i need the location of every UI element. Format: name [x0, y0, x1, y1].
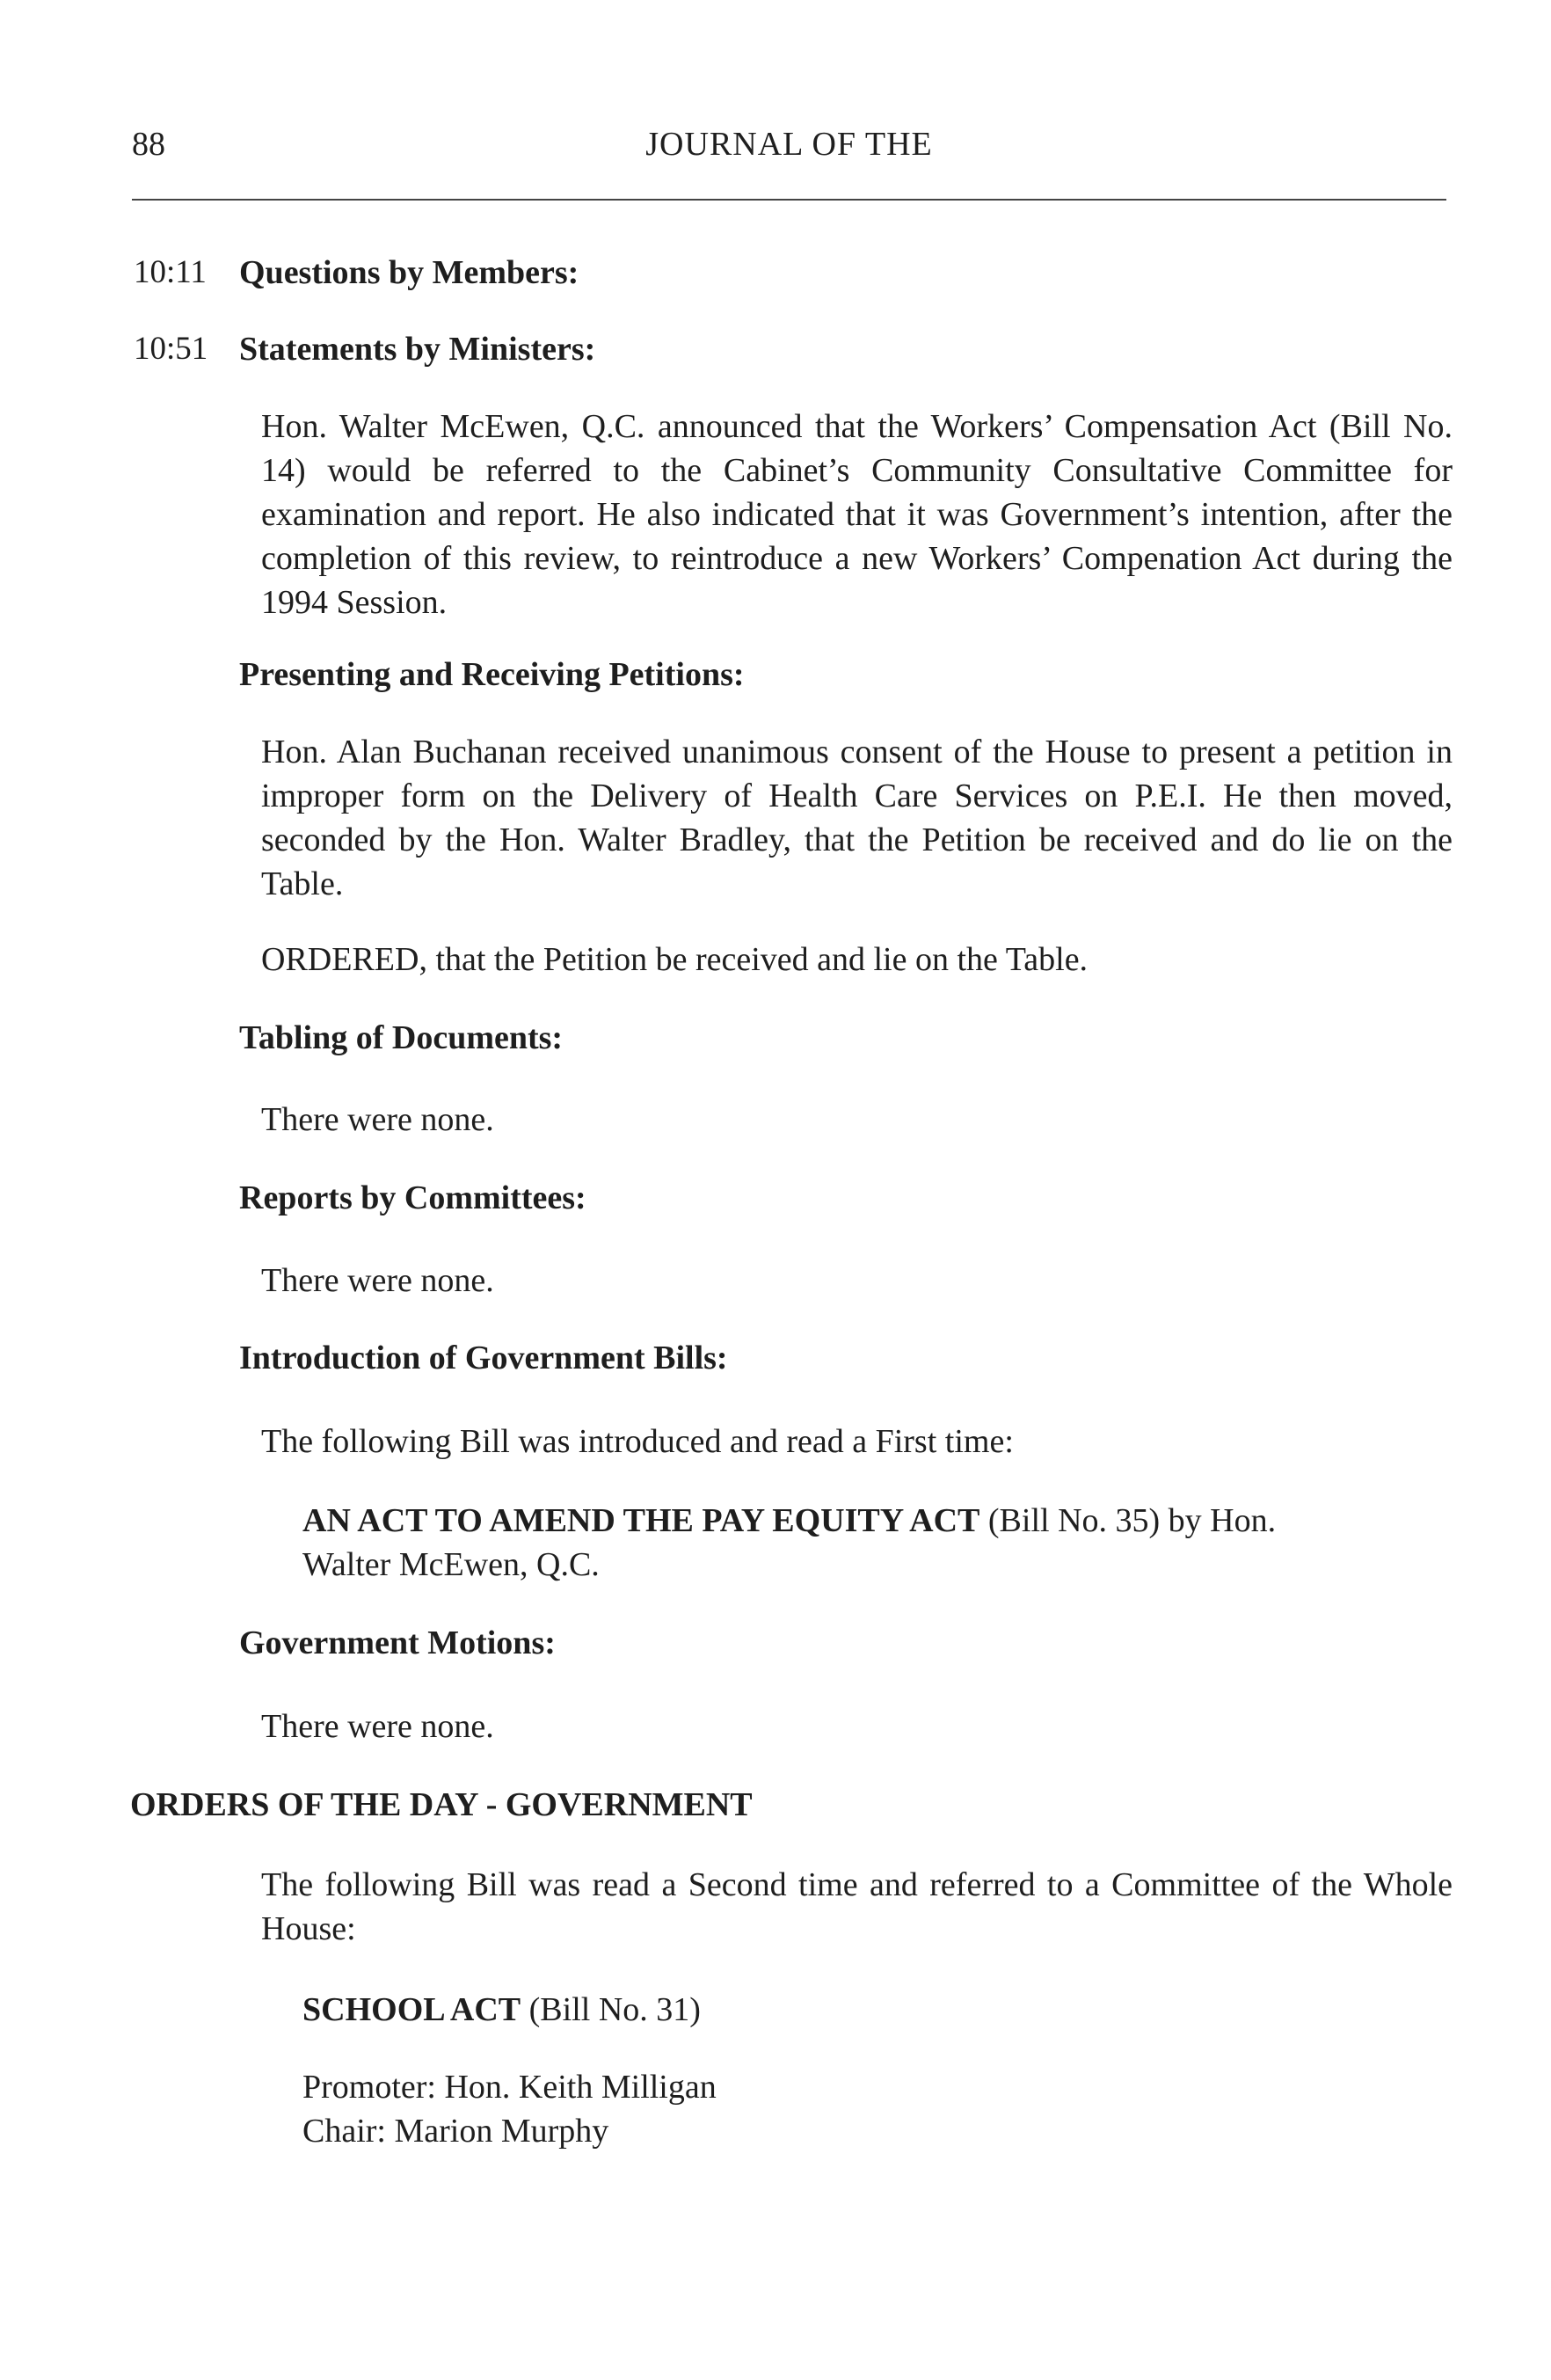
petitions-paragraph: Hon. Alan Buchanan received unanimous consent of the House to present a petition in improper form on the Delivery of Health Care Services on P.E.I. He then moved, seconded by the Hon. Walter Bradley, that the Petition be received and do lie on the Table.: [261, 734, 1453, 902]
motions-paragraph: There were none.: [261, 1708, 494, 1745]
school-bill-details: [302, 2065, 1445, 2153]
bill-details: (Bill No. 35) by Hon.: [979, 1502, 1277, 1539]
bill-title: AN ACT TO AMEND THE PAY EQUITY ACT: [302, 1502, 980, 1539]
statements-heading: Statements by Ministers:: [239, 331, 596, 368]
reports-paragraph: There were none.: [261, 1262, 494, 1299]
motions-heading: Government Motions:: [239, 1624, 556, 1661]
intro-heading: Introduction of Government Bills:: [239, 1340, 728, 1376]
orders-paragraph: The following Bill was read a Second time and referred to a Committee of the Whole House:: [261, 1866, 1453, 1947]
chair-line: Chair: Marion Murphy: [302, 2113, 609, 2150]
ordered-paragraph: ORDERED, that the Petition be received and lie on the Table.: [261, 941, 1089, 978]
petitions-heading: Presenting and Receiving Petitions:: [239, 656, 745, 693]
questions-time: 10:11: [134, 254, 207, 290]
statements-paragraph: Hon. Walter McEwen, Q.C. announced that the Workers’ Compensation Act (Bill No. 14) would be referred to the Cabinet’s Community Consultative Committee for examination and report. He also indicated that it was Government’s intention, after the completion of this review, to reintroduce a new Workers’ Compenation Act during the 1994 Session.: [261, 408, 1453, 621]
bill-sponsor: Walter McEwen, Q.C.: [302, 1546, 600, 1583]
statements-time: 10:51: [134, 331, 208, 367]
school-bill-number: (Bill No. 31): [521, 1991, 701, 2028]
orders-heading: ORDERS OF THE DAY - GOVERNMENT: [130, 1786, 753, 1823]
page-header: [132, 125, 1446, 174]
promoter-line: Promoter: Hon. Keith Milligan: [302, 2069, 717, 2106]
school-bill-entry: [302, 1988, 1445, 2032]
bill-entry: [302, 1499, 1445, 1587]
tabling-heading: Tabling of Documents:: [239, 1019, 564, 1056]
header-rule: [132, 199, 1446, 201]
school-bill-title: SCHOOL ACT: [302, 1991, 521, 2028]
tabling-paragraph: There were none.: [261, 1101, 494, 1138]
running-head: JOURNAL OF THE: [645, 126, 933, 163]
page-number: 88: [132, 126, 165, 163]
questions-heading: Questions by Members:: [239, 254, 579, 291]
intro-paragraph: The following Bill was introduced and read a First time:: [261, 1423, 1014, 1460]
reports-heading: Reports by Committees:: [239, 1179, 586, 1216]
